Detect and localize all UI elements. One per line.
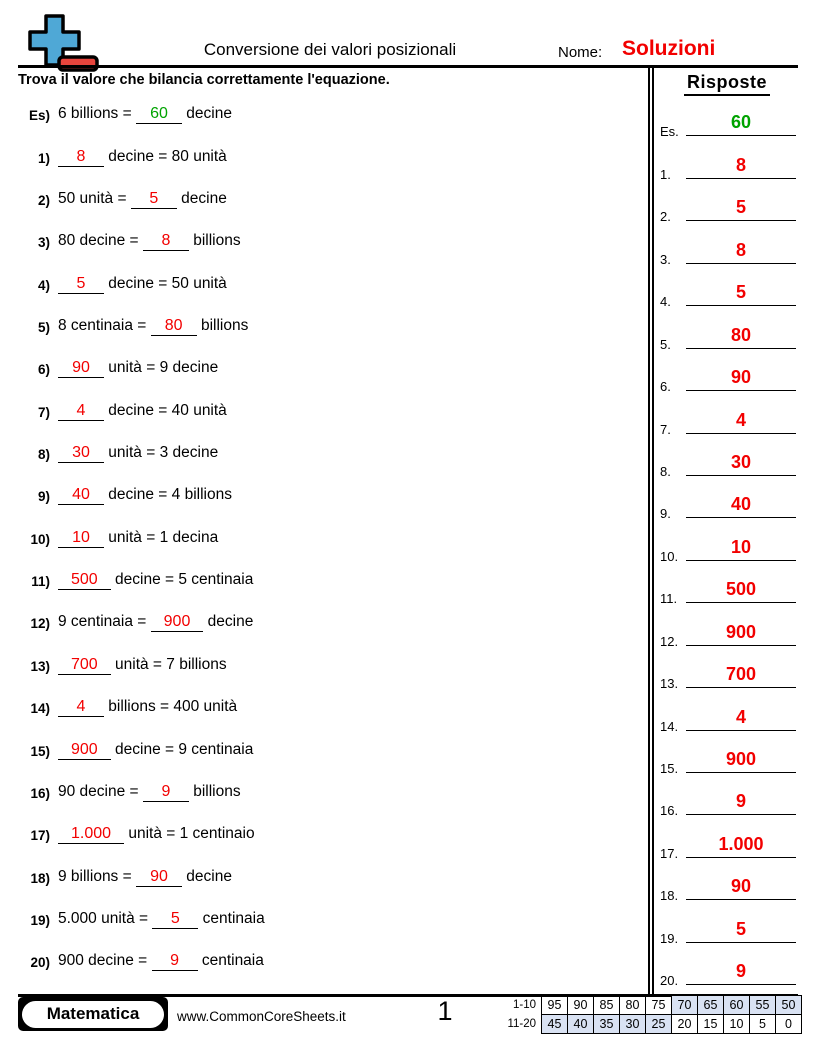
question-row <box>18 427 638 469</box>
question-row <box>18 511 638 553</box>
question-row <box>18 596 638 638</box>
score-cell: 40 <box>568 1015 594 1034</box>
answer-value: 5 <box>735 197 746 218</box>
answer-number: 12. <box>660 633 679 649</box>
question-text <box>58 741 253 760</box>
answer-line <box>686 560 796 561</box>
answer-row <box>654 906 800 948</box>
score-cell: 75 <box>646 996 672 1015</box>
answer-number: 18. <box>660 888 679 904</box>
score-cell: 50 <box>776 996 802 1015</box>
name-label: Nome: <box>558 44 603 61</box>
question-text-pre: 50 unità = <box>58 190 131 208</box>
question-row <box>18 681 638 723</box>
question-number: 9) <box>37 489 50 505</box>
answer-value: 90 <box>730 367 752 388</box>
answer-value: 700 <box>725 664 757 685</box>
question-text-post: unità = 7 billions <box>110 655 227 673</box>
question-text <box>58 571 253 590</box>
question-text <box>58 402 227 421</box>
answer-number: 19. <box>660 930 679 946</box>
answer-number: 8. <box>660 463 671 479</box>
answer-blank: 9 <box>143 783 189 802</box>
answer-blank: 80 <box>151 317 197 336</box>
answer-value: 80 <box>730 324 752 345</box>
answer-value: 500 <box>725 579 757 600</box>
question-number: 18) <box>30 870 50 886</box>
question-text <box>58 656 227 675</box>
question-text <box>58 275 227 294</box>
answer-line <box>686 135 796 136</box>
question-number: 2) <box>37 193 50 209</box>
question-row <box>18 766 638 808</box>
answer-blank: 1.000 <box>58 825 124 844</box>
question-text <box>58 105 232 124</box>
score-cell: 90 <box>568 996 594 1015</box>
question-number: 14) <box>30 701 50 717</box>
question-text <box>58 232 241 251</box>
question-text <box>58 698 237 717</box>
answer-blank: 5 <box>152 910 198 929</box>
answer-line <box>686 645 796 646</box>
question-row <box>18 300 638 342</box>
question-row <box>18 935 638 977</box>
answer-value: 40 <box>730 494 752 515</box>
score-table <box>506 995 803 1034</box>
answer-line <box>686 390 796 391</box>
question-text-pre: 90 decine = <box>58 782 143 800</box>
answer-value: 60 <box>730 112 752 133</box>
question-row <box>18 554 638 596</box>
answer-number: 14. <box>660 718 679 734</box>
score-cell: 85 <box>594 996 620 1015</box>
header-divider <box>18 65 798 68</box>
question-number: 17) <box>30 828 50 844</box>
question-text-pre: 8 centinaia = <box>58 317 151 335</box>
answer-number: 20. <box>660 973 679 989</box>
answer-value: 10 <box>730 536 752 557</box>
answer-blank: 5 <box>58 275 104 294</box>
answer-blank: 30 <box>58 444 104 463</box>
score-cell: 70 <box>672 996 698 1015</box>
question-text-post: decine <box>203 613 254 631</box>
question-text-post: decine = 50 unità <box>104 274 227 292</box>
question-text-pre: 6 billions = <box>58 105 136 123</box>
answer-blank: 5 <box>131 190 177 209</box>
answer-row <box>654 312 800 354</box>
answer-row <box>654 694 800 736</box>
answer-blank: 900 <box>151 613 204 632</box>
answer-value: 5 <box>735 918 746 939</box>
answer-line <box>686 178 796 179</box>
question-number: 19) <box>30 912 50 928</box>
question-row <box>18 130 638 172</box>
answer-number: 11. <box>660 591 678 607</box>
answer-row <box>654 440 800 482</box>
score-cell: 15 <box>698 1015 724 1034</box>
answer-value: 8 <box>735 239 746 260</box>
answer-line <box>686 772 796 773</box>
answer-row <box>654 142 800 184</box>
answer-line <box>686 517 796 518</box>
question-row <box>18 257 638 299</box>
answers-heading: Risposte <box>656 72 798 96</box>
answer-value: 30 <box>730 451 752 472</box>
answer-number: 2. <box>660 209 671 225</box>
answer-row <box>654 609 800 651</box>
question-text-post: decine <box>181 867 232 885</box>
score-cell: 30 <box>620 1015 646 1034</box>
question-text <box>58 825 255 844</box>
question-text-post: billions <box>188 232 241 250</box>
score-cell: 60 <box>724 996 750 1015</box>
question-text-post: unità = 9 decine <box>104 359 219 377</box>
answer-number: 7. <box>660 421 671 437</box>
question-text-pre: 5.000 unità = <box>58 909 153 927</box>
answer-number: Es. <box>660 124 679 140</box>
question-text-post: decine <box>176 190 227 208</box>
answer-number: 3. <box>660 251 671 267</box>
question-row <box>18 215 638 257</box>
question-text <box>58 783 241 802</box>
question-number: 15) <box>30 743 50 759</box>
answer-blank: 90 <box>136 868 182 887</box>
score-cell: 10 <box>724 1015 750 1034</box>
answer-blank: 700 <box>58 656 111 675</box>
answer-line <box>686 814 796 815</box>
question-number: Es) <box>28 108 50 124</box>
answer-row <box>654 567 800 609</box>
answer-line <box>686 305 796 306</box>
answers-list <box>654 100 800 991</box>
answer-blank: 8 <box>143 232 189 251</box>
answer-row <box>654 100 800 142</box>
score-cell: 5 <box>750 1015 776 1034</box>
answer-number: 15. <box>660 761 679 776</box>
answer-line <box>686 899 796 900</box>
answer-row <box>654 227 800 269</box>
answer-number: 17. <box>660 845 679 861</box>
answer-number: 10. <box>660 548 679 564</box>
question-row <box>18 173 638 215</box>
question-text <box>58 529 218 548</box>
question-text <box>58 486 232 505</box>
question-text <box>58 952 264 971</box>
question-row <box>18 723 638 765</box>
answer-row <box>654 779 800 821</box>
answer-value: 90 <box>730 876 752 897</box>
answer-row <box>654 355 800 397</box>
question-number: 16) <box>30 785 50 801</box>
question-text-pre: 80 decine = <box>58 232 143 250</box>
score-range-label: 1-10 <box>512 999 536 1011</box>
answer-line <box>686 220 796 221</box>
answer-row <box>654 821 800 863</box>
question-text-post: unità = 3 decine <box>104 444 219 462</box>
score-cell: 45 <box>542 1015 568 1034</box>
answer-value: 5 <box>735 282 746 303</box>
answer-row <box>654 524 800 566</box>
answer-value: 4 <box>735 706 746 727</box>
answer-blank: 9 <box>152 952 198 971</box>
answer-value: 900 <box>725 621 757 642</box>
question-number: 5) <box>37 320 50 336</box>
answer-blank: 4 <box>58 402 104 421</box>
question-text <box>58 910 265 929</box>
question-number: 20) <box>30 955 50 971</box>
answer-line <box>686 984 796 985</box>
worksheet-title: Conversione dei valori posizionali <box>203 40 457 59</box>
answer-number: 6. <box>660 379 671 395</box>
answer-blank: 500 <box>58 571 111 590</box>
answer-blank: 40 <box>58 486 104 505</box>
score-cell: 0 <box>776 1015 802 1034</box>
score-range-label: 11-20 <box>507 1018 536 1030</box>
answer-value: 1.000 <box>718 833 764 854</box>
answer-line <box>686 263 796 264</box>
question-row <box>18 384 638 426</box>
question-number: 6) <box>37 362 50 378</box>
page-number: 1 <box>437 996 453 1026</box>
answer-row <box>654 864 800 906</box>
answer-row <box>654 270 800 312</box>
question-row <box>18 808 638 850</box>
question-text-post: centinaia <box>198 909 265 927</box>
question-text <box>58 359 218 378</box>
score-cell: 20 <box>672 1015 698 1034</box>
question-row <box>18 850 638 892</box>
question-text <box>58 148 227 167</box>
score-cell: 35 <box>594 1015 620 1034</box>
question-text-post: billions <box>196 317 249 335</box>
answer-value: 4 <box>735 409 746 430</box>
question-number: 13) <box>30 658 50 674</box>
answer-number: 4. <box>660 294 671 310</box>
question-text <box>58 190 227 209</box>
score-row <box>506 1015 802 1034</box>
answer-value: 9 <box>735 791 746 812</box>
question-number: 7) <box>37 404 50 420</box>
question-row <box>18 893 638 935</box>
question-text <box>58 317 248 336</box>
score-row <box>506 996 802 1015</box>
question-text-post: decine <box>181 105 232 123</box>
answer-blank: 8 <box>58 148 104 167</box>
instruction-text: Trova il valore che bilancia correttamente l'equazione. <box>18 72 390 88</box>
brand-name: Matematica <box>22 1001 164 1028</box>
question-row <box>18 469 638 511</box>
name-value-solutions: Soluzioni <box>622 37 716 60</box>
answer-line <box>686 433 796 434</box>
question-text-post: unità = 1 centinaio <box>124 825 255 843</box>
answer-line <box>686 348 796 349</box>
questions-list <box>18 88 638 977</box>
question-number: 10) <box>30 531 50 547</box>
answer-value: 8 <box>735 154 746 175</box>
question-row <box>18 88 638 130</box>
question-text-post: decine = 5 centinaia <box>110 571 254 589</box>
answer-blank: 60 <box>136 105 182 124</box>
answer-line <box>686 730 796 731</box>
answer-row <box>654 482 800 524</box>
answer-line <box>686 857 796 858</box>
answer-row <box>654 185 800 227</box>
question-number: 3) <box>37 235 50 251</box>
question-text-post: decine = 80 unità <box>104 147 227 165</box>
question-text <box>58 613 253 632</box>
answer-blank: 4 <box>58 698 104 717</box>
brand-badge <box>18 997 168 1031</box>
question-text-post: centinaia <box>197 952 264 970</box>
answer-line <box>686 602 796 603</box>
answer-number: 9. <box>660 506 671 522</box>
question-text-post: decine = 9 centinaia <box>110 740 254 758</box>
answer-blank: 10 <box>58 529 104 548</box>
answer-row <box>654 652 800 694</box>
question-row <box>18 342 638 384</box>
score-cell: 80 <box>620 996 646 1015</box>
question-number: 4) <box>37 277 50 293</box>
answer-blank: 90 <box>58 359 104 378</box>
question-text-post: billions = 400 unità <box>104 698 238 716</box>
score-cell: 25 <box>646 1015 672 1034</box>
answer-line <box>686 687 796 688</box>
question-text-post: unità = 1 decina <box>104 528 219 546</box>
answer-value: 900 <box>725 749 757 769</box>
question-text-post: decine = 4 billions <box>104 486 232 504</box>
answer-row <box>654 397 800 439</box>
question-text <box>58 444 218 463</box>
answer-row <box>654 949 800 991</box>
answer-line <box>686 475 796 476</box>
question-number: 12) <box>30 616 50 632</box>
answer-line <box>686 942 796 943</box>
answer-number: 13. <box>660 676 679 692</box>
answer-blank: 900 <box>58 741 111 760</box>
question-text <box>58 868 232 887</box>
question-number: 11) <box>31 574 50 590</box>
answer-number: 16. <box>660 803 679 819</box>
question-text-pre: 900 decine = <box>58 952 152 970</box>
question-text-pre: 9 billions = <box>58 867 136 885</box>
answer-row <box>654 737 800 779</box>
answer-number: 1. <box>660 166 671 182</box>
question-text-post: billions <box>188 782 241 800</box>
question-text-pre: 9 centinaia = <box>58 613 151 631</box>
question-number: 8) <box>37 447 50 463</box>
score-cell: 55 <box>750 996 776 1015</box>
answer-value: 9 <box>735 961 746 982</box>
answer-number: 5. <box>660 336 671 352</box>
score-cell: 65 <box>698 996 724 1015</box>
question-number: 1) <box>37 150 50 166</box>
question-text-post: decine = 40 unità <box>104 401 227 419</box>
question-row <box>18 638 638 680</box>
website-url: www.CommonCoreSheets.it <box>177 1009 346 1024</box>
score-cell: 95 <box>542 996 568 1015</box>
